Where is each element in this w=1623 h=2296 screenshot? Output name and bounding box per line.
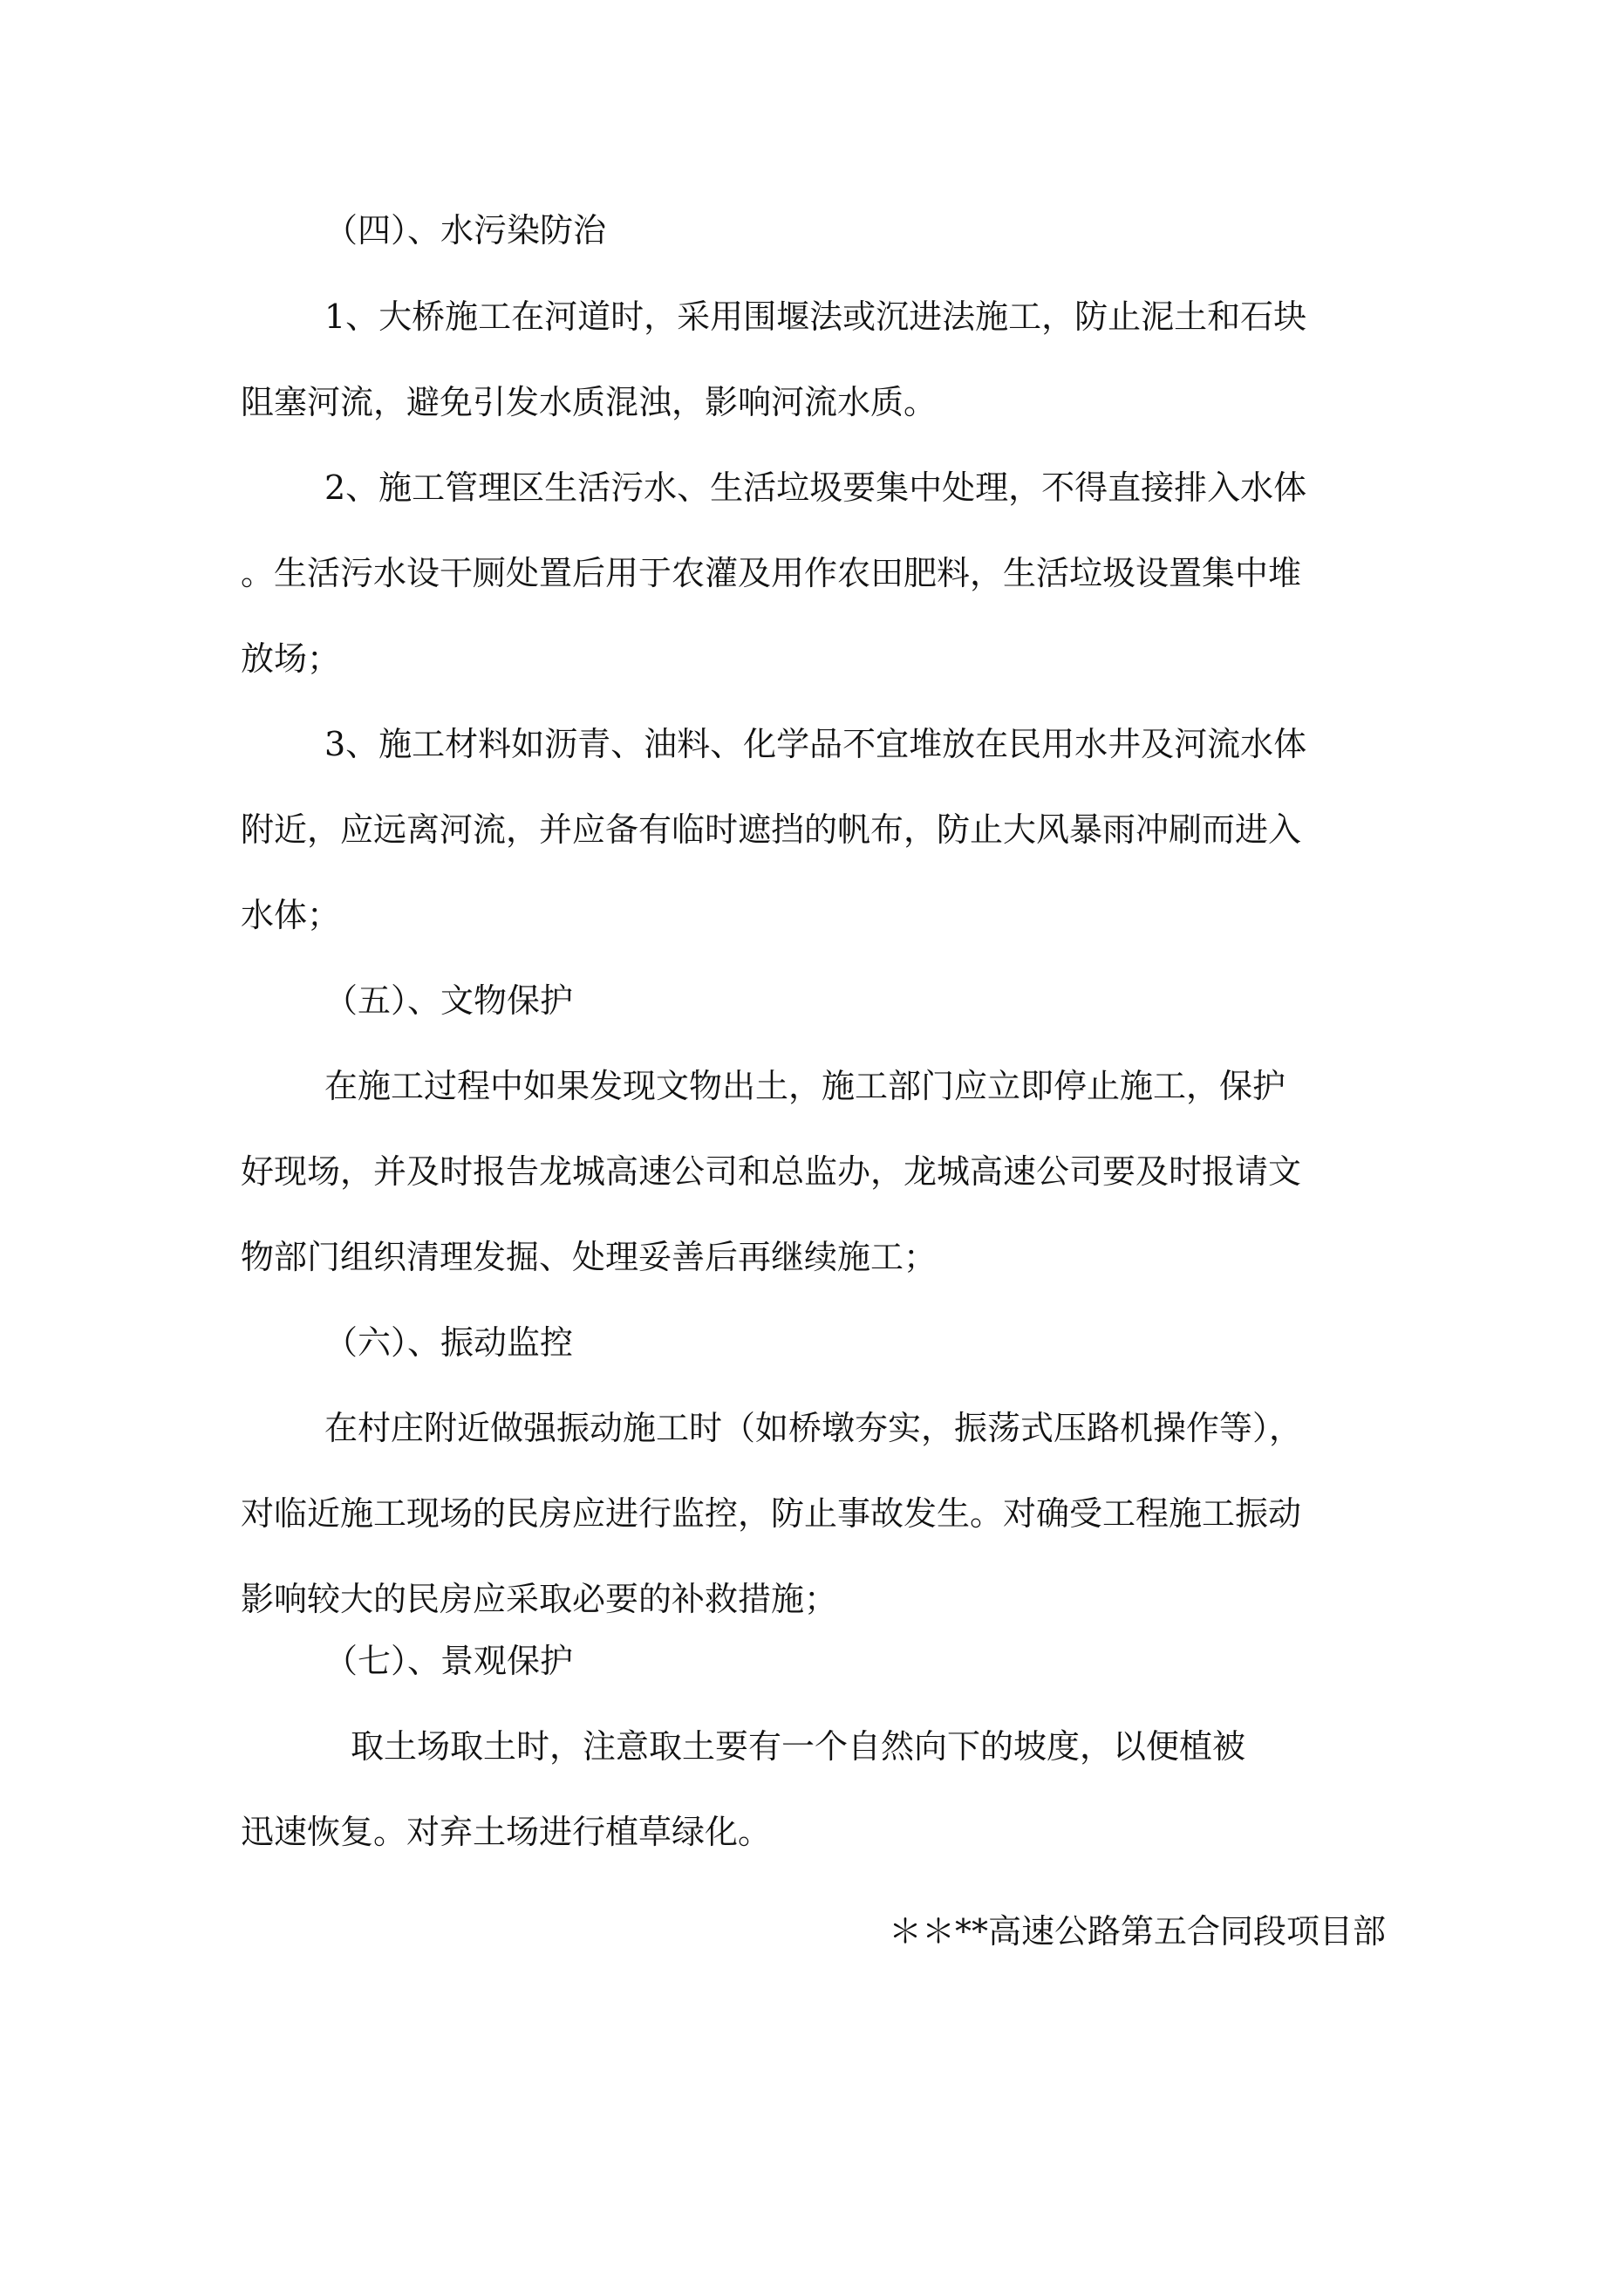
para-4-2-line-3: 放场； <box>241 639 341 678</box>
para-5-1-line-2: 好现场，并及时报告龙城高速公司和总监办，龙城高速公司要及时报请文 <box>241 1152 1302 1191</box>
signature: ＊＊**高速公路第五合同段项目部 <box>888 1912 1386 1951</box>
para-4-2-line-2: 。生活污水设干厕处置后用于农灌及用作农田肥料，生活垃圾设置集中堆 <box>241 554 1302 592</box>
para-4-1-line-1: 1、大桥施工在河道时，采用围堰法或沉进法施工，防止泥土和石块 <box>324 297 1307 336</box>
para-6-1-line-2: 对临近施工现场的民房应进行监控，防止事故发生。对确受工程施工振动 <box>241 1494 1302 1533</box>
para-7-1-line-1: 取土场取土时，注意取土要有一个自然向下的坡度，以便植被 <box>351 1727 1246 1766</box>
para-7-1-line-2: 迅速恢复。对弃土场进行植草绿化。 <box>241 1813 772 1851</box>
para-6-1-line-1: 在村庄附近做强振动施工时（如桥墩夯实，振荡式压路机操作等）， <box>324 1409 1303 1447</box>
para-4-3-line-2: 附近，应远离河流，并应备有临时遮挡的帆布，防止大风暴雨冲刷而进入 <box>241 810 1302 849</box>
para-4-2-line-1: 2、施工管理区生活污水、生活垃圾要集中处理，不得直接排入水体 <box>324 468 1307 507</box>
para-4-3-line-3: 水体； <box>241 896 341 934</box>
para-5-1-line-3: 物部门组织清理发掘、处理妥善后再继续施工； <box>241 1238 938 1276</box>
para-4-3-line-1: 3、施工材料如沥青、油料、化学品不宜堆放在民用水井及河流水体 <box>324 725 1307 763</box>
section-heading-5: （五）、文物保护 <box>324 981 574 1020</box>
section-heading-7: （七）、景观保护 <box>324 1642 574 1680</box>
para-4-1-line-2: 阻塞河流，避免引发水质混浊，影响河流水质。 <box>241 383 938 421</box>
section-heading-6: （六）、振动监控 <box>324 1323 574 1362</box>
section-heading-4: （四）、水污染防治 <box>324 211 607 249</box>
para-5-1-line-1: 在施工过程中如果发现文物出土，施工部门应立即停止施工，保护 <box>324 1067 1286 1105</box>
para-6-1-line-3: 影响较大的民房应采取必要的补救措施； <box>241 1580 838 1618</box>
